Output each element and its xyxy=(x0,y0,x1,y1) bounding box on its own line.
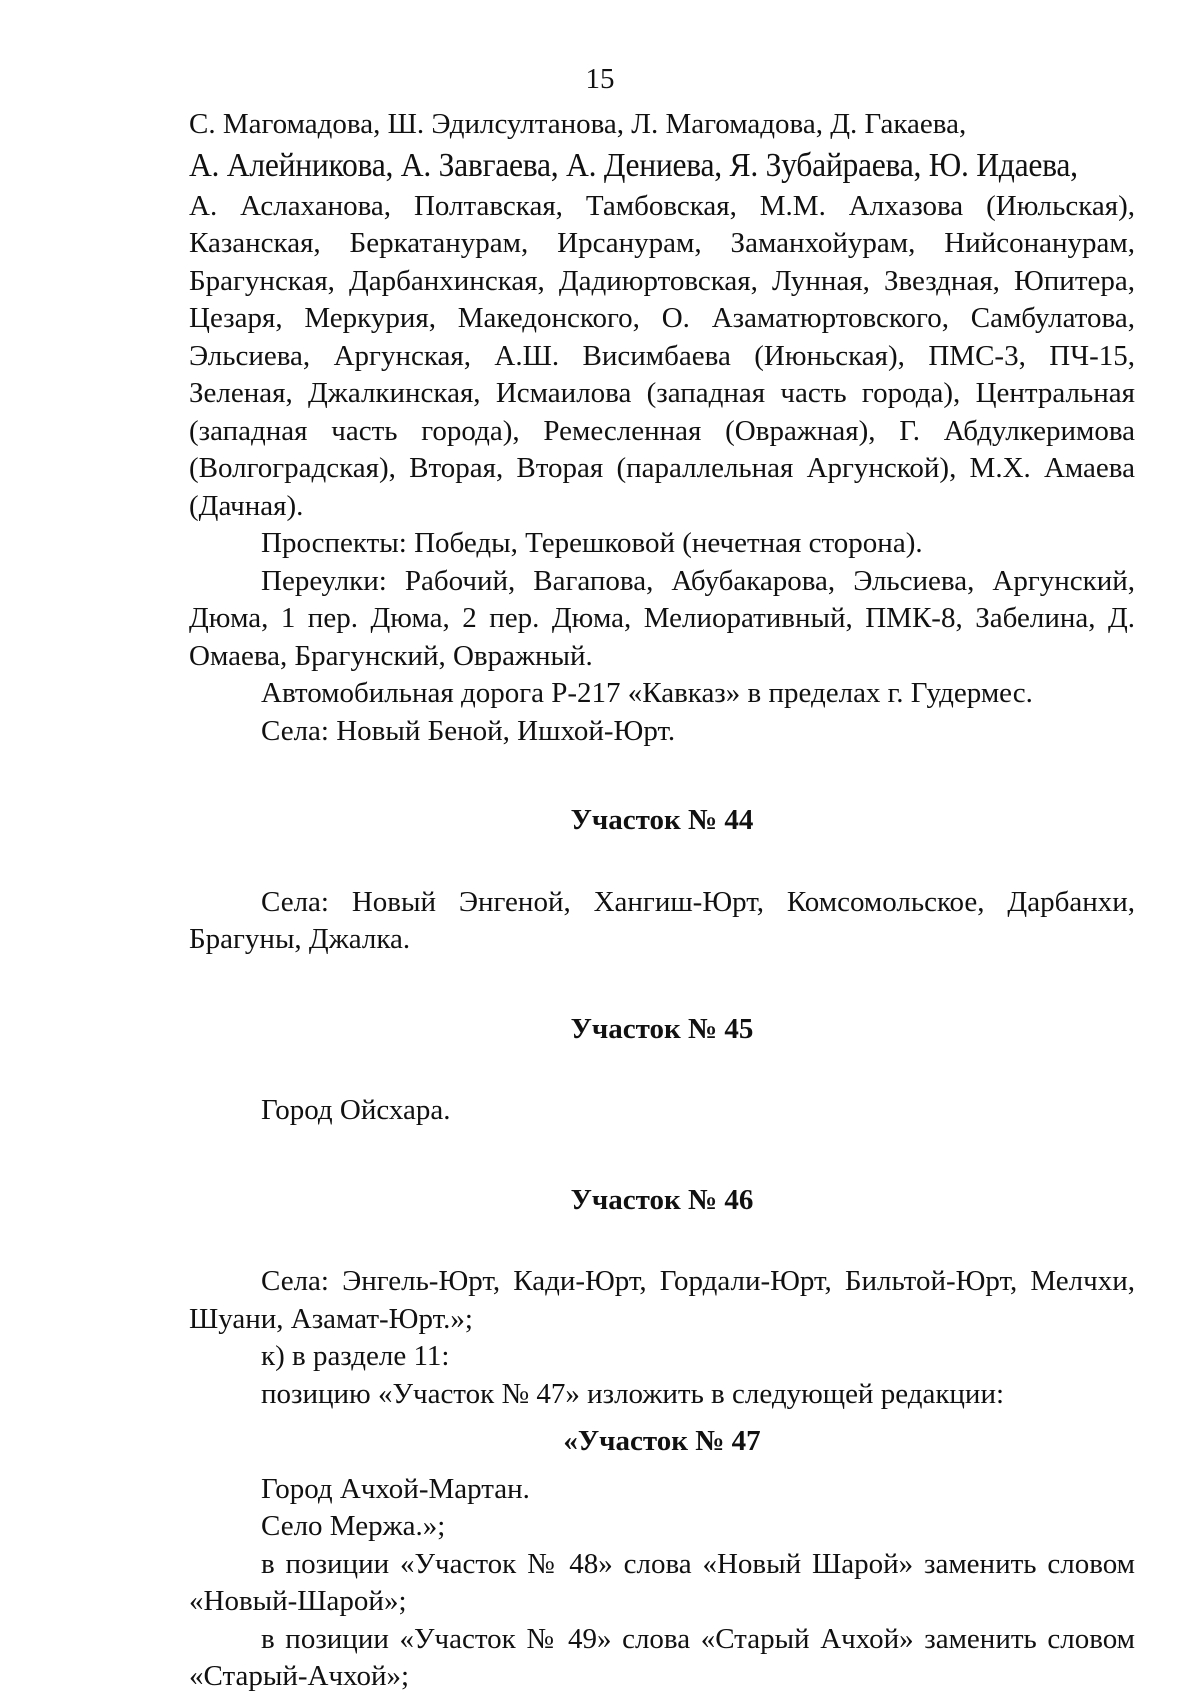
spacer xyxy=(189,959,1135,1011)
street-list-paragraph: А. Аслаханова, Полтавская, Тамбовская, М.М. Алхазова (Июльская), Казанская, Беркатанурам, Ирсанурам, Заманхойурам, Нийсонанурам, Брагунская, Дарбанхинская, Дадиюртовская, Лунная, Звездная, Юпитера, Цезаря, Меркурия, Македонского, О. Азаматюртовского, Самбулатова, Эльсиева, Аргунская, А.Ш. Висимбаева (Июньская), ПМС-3, ПЧ-15, Зеленая, Джалкинская, Исмаилова (западная часть города), Центральная (западная часть города), Ремесленная (Овражная), Г. Абдулкеримова (Волгоградская), Вторая, Вторая (параллельная Аргунской), М.Х. Амаева (Дачная). xyxy=(189,189,1135,522)
amendment-position-48: в позиции «Участок № 48» слова «Новый Шарой» заменить словом «Новый-Шарой»; xyxy=(189,1547,1135,1617)
lanes-paragraph: Переулки: Рабочий, Вагапова, Абубакарова, Эльсиева, Аргунский, Дюма, 1 пер. Дюма, 2 пер. Дюма, Мелиоративный, ПМК-8, Забелина, Д. Омаева, Брагунский, Овражный. xyxy=(189,564,1135,672)
spacer xyxy=(189,1130,1135,1182)
spacer xyxy=(189,750,1135,802)
section-text-47-city: Город Ачхой-Мартан. xyxy=(261,1472,530,1505)
spacer xyxy=(189,840,1135,884)
section-text-47-village: Село Мержа.»; xyxy=(261,1510,446,1542)
villages-paragraph: Села: Новый Беной, Ишхой-Юрт. xyxy=(261,714,676,747)
prospects-paragraph: Проспекты: Победы, Терешковой (нечетная сторона). xyxy=(261,527,923,559)
section-text-46: Села: Энгель-Юрт, Кади-Юрт, Гордали-Юрт, Бильтой-Юрт, Мелчхи, Шуани, Азамат-Юрт.»; xyxy=(189,1265,1135,1335)
page-number: 15 xyxy=(585,63,615,95)
spacer xyxy=(189,1413,1135,1423)
section-heading-46: Участок № 46 xyxy=(570,1183,754,1216)
amendment-k: к) в разделе 11: xyxy=(261,1340,450,1372)
spacer xyxy=(189,1048,1135,1092)
section-heading-47: «Участок № 47 xyxy=(563,1425,761,1457)
spacer xyxy=(189,1461,1135,1471)
section-text-44: Села: Новый Энгеной, Хангиш-Юрт, Комсомольское, Дарбанхи, Брагуны, Джалка. xyxy=(189,885,1135,955)
paragraph-line-2: А. Алейникова, А. Завгаева, А. Дениева, Я. Зубайраева, Ю. Идаева, xyxy=(189,146,1078,184)
section-text-45: Город Ойсхара. xyxy=(261,1094,451,1126)
road-paragraph: Автомобильная дорога Р-217 «Кавказ» в пределах г. Гудермес. xyxy=(261,677,1033,709)
amendment-position-47: позицию «Участок № 47» изложить в следующей редакции: xyxy=(261,1377,1005,1410)
paragraph-line-1: С. Магомадова, Ш. Эдилсултанова, Л. Магомадова, Д. Гакаева, xyxy=(189,108,967,140)
section-heading-45: Участок № 45 xyxy=(570,1012,754,1045)
amendment-position-49: в позиции «Участок № 49» слова «Старый Ачхой» заменить словом «Старый-Ачхой»; xyxy=(189,1622,1135,1692)
section-heading-44: Участок № 44 xyxy=(570,804,754,836)
spacer xyxy=(189,1219,1135,1263)
document-body xyxy=(189,106,1135,1696)
